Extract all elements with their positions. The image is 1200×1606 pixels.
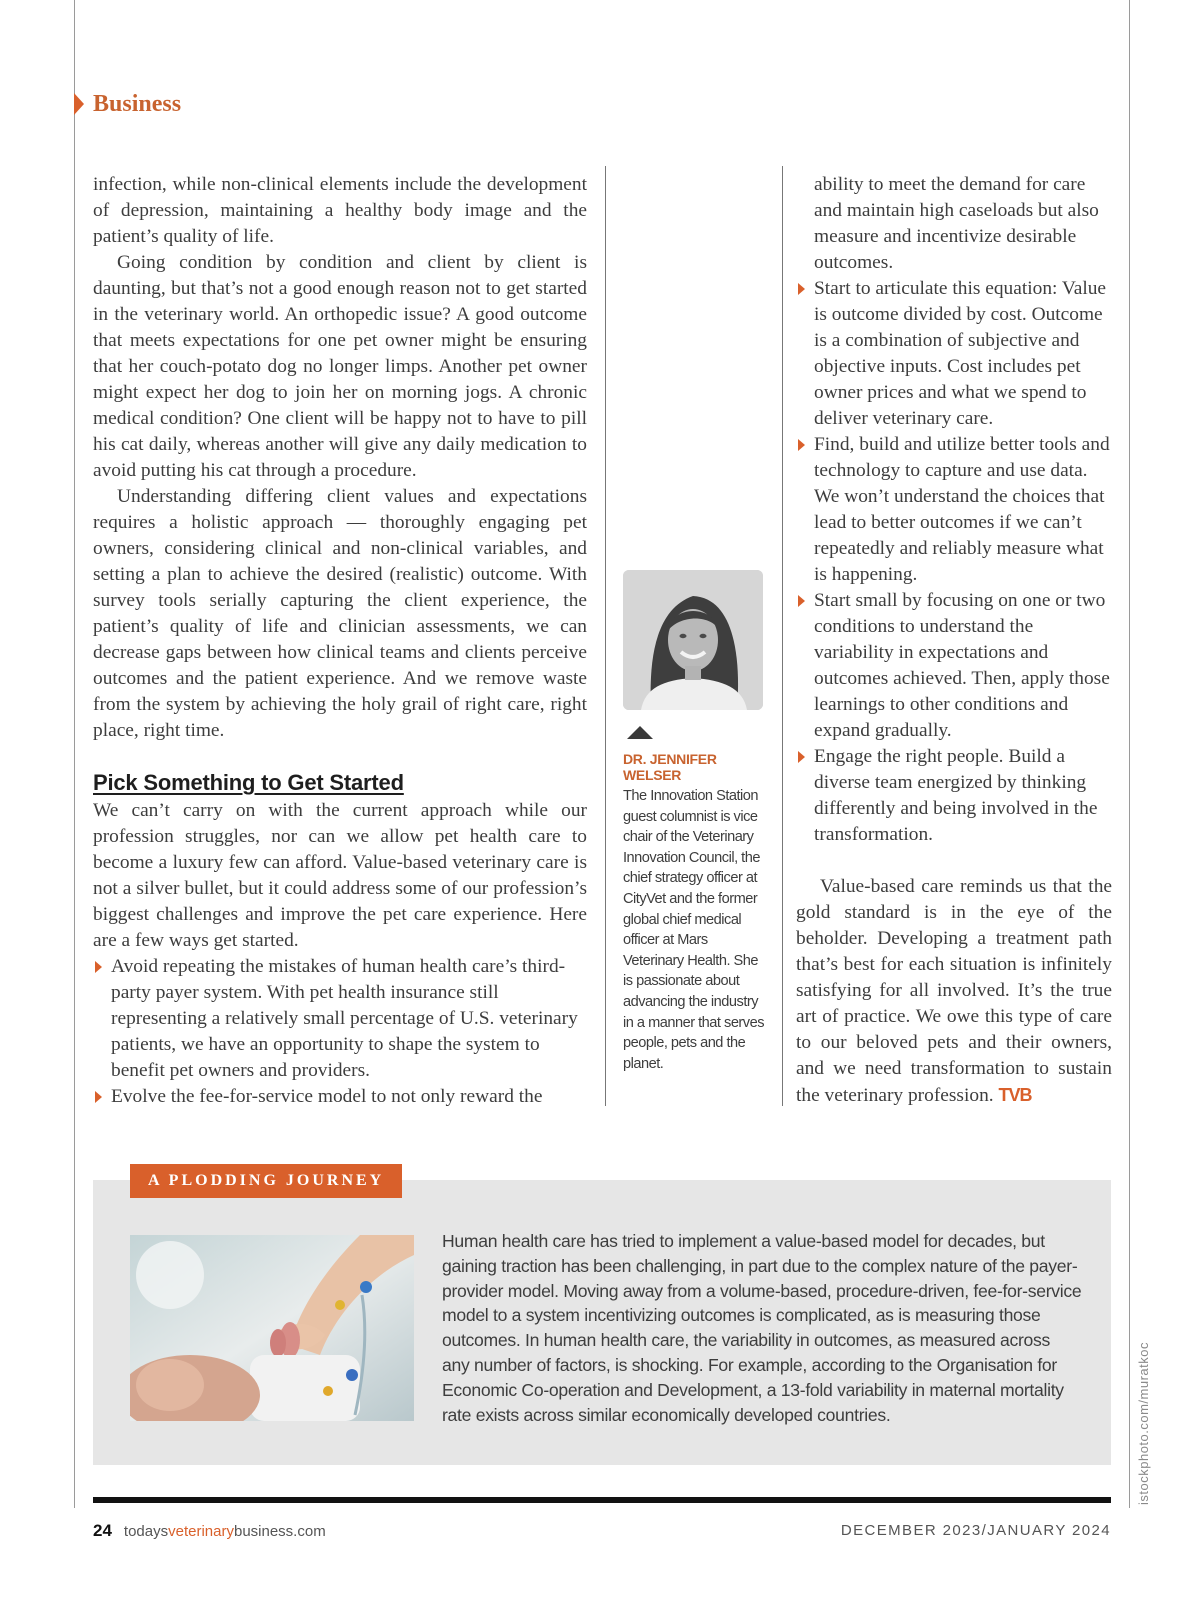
article-column-3 (796, 172, 1112, 1109)
list-item-text: Evolve the fee-for-service model to not only reward the (111, 1086, 543, 1107)
up-arrow-icon (627, 726, 653, 739)
list-item (796, 588, 1112, 744)
list-item (796, 744, 1112, 848)
bullet-arrow-icon (798, 439, 805, 451)
list-item-text: Start small by focusing on one or two conditions to understand the variability in expectations and outcomes achieved. Then, apply those learnings to other conditions and expand gradually. (814, 590, 1110, 741)
site-url-suffix: business.com (233, 1523, 326, 1540)
list-item (796, 432, 1112, 588)
site-url-accent: veterinary (168, 1523, 234, 1540)
footer-left (93, 1521, 326, 1541)
list-item-text: Avoid repeating the mistakes of human health care’s third-party payer system. With pet health insurance still representing a relatively small percentage of U.S. veterinary patients, we have an opportunity to shape the system to benefit pet owners and providers. (111, 956, 578, 1081)
pullout-text: Human health care has tried to implement a value-based model for decades, but gaining traction has been challenging, in part due to the complex nature of the payer-provider model. Moving away from a volume-based, procedure-driven, fee-for-service model to a system incentivizing outcomes is complicated, as is measuring those outcomes. In human health care, the variability in outcomes, as measured across any number of factors, is shocking. For example, according to the Organisation for Economic Co-operation and Development, a 13-fold variability in maternal mortality rate exists across similar economically developed countries. (442, 1231, 1082, 1425)
right-margin-rule (1129, 0, 1130, 1508)
closing-paragraph (796, 874, 1112, 1109)
bullet-arrow-icon (798, 283, 805, 295)
author-name: DR. JENNIFER WELSER (623, 751, 717, 783)
column-divider-right (782, 166, 783, 1106)
bullet-arrow-icon (95, 1091, 102, 1103)
page-number: 24 (93, 1521, 112, 1540)
list-item (93, 1084, 587, 1110)
tvb-end-logo: TVB (998, 1085, 1032, 1105)
author-photo (623, 570, 763, 710)
paragraph: We can’t carry on with the current approach while our profession struggles, nor can we allow pet health care to become a luxury few can afford. Value-based veterinary care is not a silver bullet, but it could address some of our profession’s biggest challenges and improve the pet care experience. Here are a few ways get started. (93, 800, 587, 951)
paragraph: ability to meet the demand for care and maintain high caseloads but also measure and incentivize desirable outcomes. (814, 174, 1099, 273)
pullout-photo (130, 1235, 414, 1421)
author-sidebar (623, 570, 765, 1074)
left-margin-rule (74, 0, 75, 1508)
subheading: Pick Something to Get Started (93, 770, 404, 795)
footer-rule (93, 1497, 1111, 1503)
author-bio: The Innovation Station guest columnist is vice chair of the Veterinary Innovation Council, the chief strategy officer at CityVet and the former global chief medical officer at Mars Veterinary Health. She is passionate about advancing the industry in a manner that serves people, pets and the planet. (623, 788, 765, 1072)
bullet-arrow-icon (95, 961, 102, 973)
list-item-text: Start to articulate this equation: Value is outcome divided by cost. Outcome is a combination of subjective and objective inputs. Cost includes pet owner prices and what we spend to deliver veterinary care. (814, 278, 1107, 429)
bullet-arrow-icon (798, 751, 805, 763)
issue-date: DECEMBER 2023/JANUARY 2024 (840, 1522, 1111, 1539)
list-item-text: Engage the right people. Build a diverse team energized by thinking differently and being involved in the transformation. (814, 746, 1098, 845)
pullout-tag: A PLODDING JOURNEY (130, 1164, 402, 1198)
list-item (796, 276, 1112, 432)
paragraph: Going condition by condition and client by client is daunting, but that’s not a good enough reason not to get started in the veterinary world. An orthopedic issue? A good outcome that meets expectations for one pet owner might be ensuring that her couch-potato dog no longer limps. Another pet owner might expect her dog to join her on morning jogs. A chronic medical condition? One client will be happy not to have to pill his cat daily, whereas another will give any daily medication to avoid putting his cat through a procedure. (93, 252, 587, 481)
bullet-list (93, 954, 587, 1110)
article-column-1 (93, 172, 587, 1110)
section-header (74, 86, 181, 122)
column-divider-left (605, 166, 606, 1106)
paragraph: Understanding differing client values and expectations requires a holistic approach — thoroughly engaging pet owners, considering clinical and non-clinical variables, and setting a plan to achieve the desired (realistic) outcome. With survey tools serially capturing the client experience, the patient’s quality of life and clinician assessments, we can decrease gaps between how clinical teams and clients perceive outcomes and the patient experience. And we remove waste from the system by achieving the holy grail of right care, right place, right time. (93, 486, 587, 741)
bullet-list (796, 276, 1112, 848)
site-url-prefix: todays (123, 1523, 169, 1540)
list-item-text: Find, build and utilize better tools and technology to capture and use data. We won’t understand the choices that lead to better outcomes if we can’t repeatedly and reliably measure what is happening. (814, 434, 1110, 585)
closing-text: Value-based care reminds us that the gold standard is in the eye of the beholder. Developing a treatment path that’s best for each situation is infinitely satisfying for all involved. It’s the true art of practice. We owe this type of care to our beloved pets and their owners, and we need transformation to sustain the veterinary profession. (796, 876, 1112, 1106)
paragraph: infection, while non-clinical elements include the development of depression, maintaining a healthy body image and the patient’s quality of life. (93, 174, 587, 247)
photo-credit: istockphoto.com/muratkoc (1136, 1341, 1151, 1505)
list-item (93, 954, 587, 1084)
site-url[interactable] (124, 1523, 326, 1540)
bullet-arrow-icon (798, 595, 805, 607)
section-label: Business (93, 90, 182, 117)
section-arrow-icon (74, 93, 84, 115)
